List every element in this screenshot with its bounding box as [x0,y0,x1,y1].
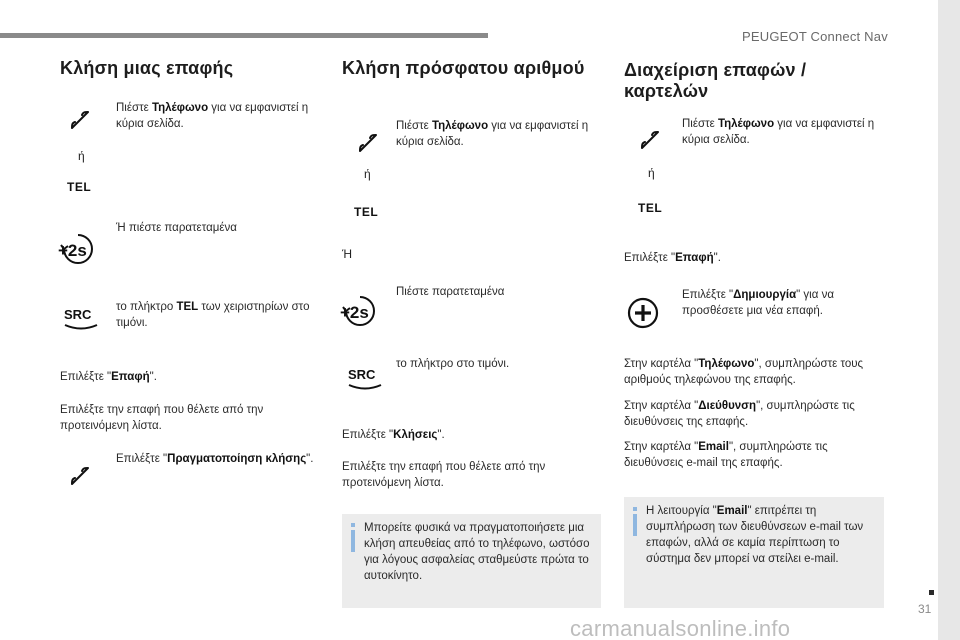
col1-step5: Επιλέξτε την επαφή που θέλετε από την προτεινόμενη λίστα. [60,404,264,432]
col2-step5: Επιλέξτε την επαφή που θέλετε από την προτεινόμενη λίστα. [342,461,546,489]
page-side-strip [938,0,960,640]
col3-title-line2: καρτελών [624,81,709,101]
col3-note-text: Η λειτουργία "Email" επιτρέπει τη συμπλήρωση των διευθύνσεων e-mail των επαφών, αλλά σε καμία περίπτωση το σύστημα δεν μπορεί να στείλει e-mail. [646,505,864,565]
col2-or: ή [364,167,371,181]
watermark: carmanualsonline.info [570,616,791,640]
phone-handset-icon [636,126,664,154]
col3-step4: Στην καρτέλα "Τηλέφωνο", συμπληρώστε τους αριθμούς τηλεφώνου της επαφής. [624,358,864,386]
col2-or-alt: Ή [342,247,353,261]
header-rule [0,33,488,38]
col3-step3: Επιλέξτε "Δημιουργία" για να προσθέσετε μια νέα επαφή. [682,289,834,317]
col3-step6: Στην καρτέλα "Email", συμπληρώστε τις διευθύνσεις e-mail της επαφής. [624,441,828,469]
col1-step3: το πλήκτρο TEL των χειριστηρίων στο τιμόνι. [116,301,310,329]
svg-text:SRC: SRC [348,367,376,382]
col1-step4: Επιλέξτε "Επαφή". [60,371,157,383]
col1-or: ή [78,149,85,163]
col2-step1: Πιέστε Τηλέφωνο για να εμφανιστεί η κύρια σελίδα. [396,120,589,148]
svg-text:+2s: +2s [340,303,369,322]
phone-handset-icon [66,106,94,134]
svg-text:+2s: +2s [58,241,87,260]
col2-note-text: Μπορείτε φυσικά να πραγματοποιήσετε μια κλήση απευθείας από το τηλέφωνο, ωστόσο για λόγους ασφαλείας σταθμεύστε πρώτα το αυτοκίνητο. [364,522,590,582]
col3-tel-key: TEL [638,201,663,215]
brand-label: PEUGEOT Connect Nav [742,29,888,44]
col1-step6: Επιλέξτε "Πραγματοποίηση κλήσης". [116,453,314,465]
col2-title: Κλήση πρόσφατου αριθμού [342,58,585,78]
col2-step2: Πιέστε παρατεταμένα [396,286,505,298]
col2-tel-key: TEL [354,205,379,219]
col2-step3: το πλήκτρο στο τιμόνι. [396,358,510,370]
press-hold-2s-icon [54,232,102,266]
svg-text:SRC: SRC [64,307,92,322]
info-icon-bar [633,514,637,536]
col3-or: ή [648,166,655,180]
col3-step5: Στην καρτέλα "Διεύθυνση", συμπληρώστε τις διευθύνσεις της επαφής. [624,400,855,428]
col1-step2: Ή πιέστε παρατεταμένα [116,222,237,234]
press-hold-2s-icon [336,294,384,328]
col2-info-note [342,514,601,608]
info-icon [633,507,637,511]
phone-handset-icon [66,462,94,490]
phone-handset-icon [354,129,382,157]
col1-title: Κλήση μιας επαφής [60,58,234,78]
info-icon [351,523,355,527]
src-steering-button-icon [62,306,100,332]
info-icon-bar [351,530,355,552]
col1-step1: Πιέστε Τηλέφωνο για να εμφανιστεί η κύρια σελίδα. [116,102,309,130]
col1-tel-key: TEL [67,180,92,194]
plus-circle-icon [627,297,659,329]
col2-step4: Επιλέξτε "Κλήσεις". [342,429,445,441]
col3-step1: Πιέστε Τηλέφωνο για να εμφανιστεί η κύρια σελίδα. [682,118,875,146]
col3-step2: Επιλέξτε "Επαφή". [624,252,721,264]
page-marker [929,590,934,595]
page-number: 31 [918,602,932,616]
col3-title-line1: Διαχείριση επαφών / [624,60,807,80]
src-steering-button-icon [346,366,384,392]
col3-info-note [624,497,884,608]
